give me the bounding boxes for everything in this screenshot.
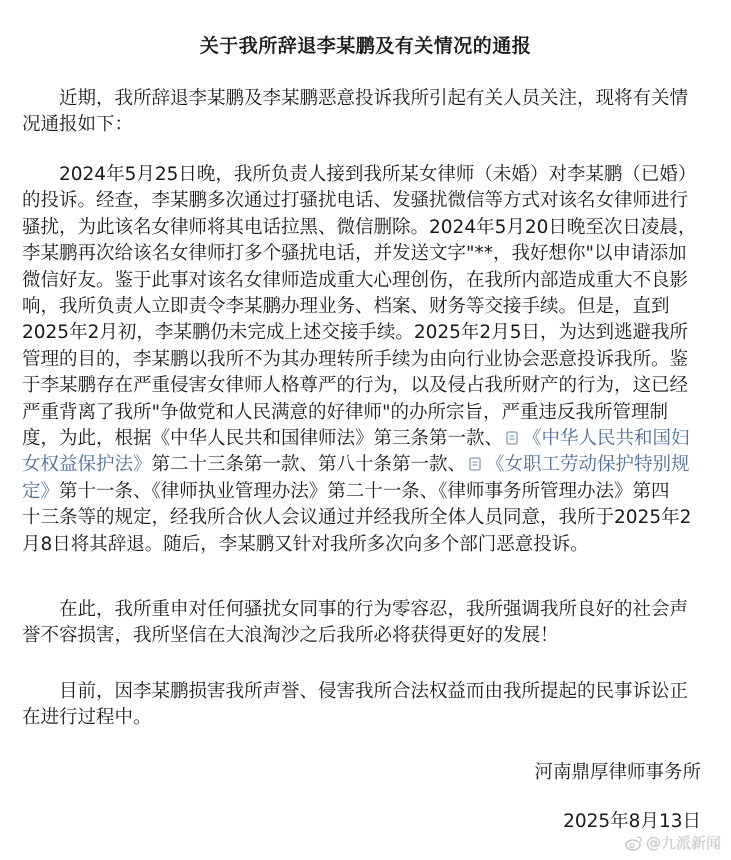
paragraph-statement <box>22 597 712 650</box>
text-line: 响，我所负责人立即责令李某鹏办理业务、档案、财务等交接手续。但是，直到 <box>22 296 670 318</box>
text-line: 的投诉。经查，李某鹏多次通过打骚扰电话、发骚扰微信等方式对该名女律师进行 <box>22 190 689 212</box>
law-link-female-labor[interactable]: 《女职工劳动保护特别规 <box>486 454 690 476</box>
notice-title: 关于我所辞退李某鹏及有关情况的通报 <box>199 35 532 57</box>
paragraph-lawsuit <box>22 679 712 732</box>
text-line <box>22 452 712 478</box>
text-segment: 第二十三条第一款、第八十条第一款、 <box>151 454 467 476</box>
text-line: 管理的目的，李某鹏以我所不为其办理转所手续为由向行业协会恶意投诉我所。鉴 <box>22 348 689 370</box>
text-line: 近期，我所辞退李某鹏及李某鹏恶意投诉我所引起有关人员关注，现将有关情 <box>22 88 689 109</box>
text-line <box>22 426 712 452</box>
text-line: 月8日将其辞退。随后，李某鹏又针对我所多次向多个部门恶意投诉。 <box>22 533 589 555</box>
text-line: 在进行过程中。 <box>22 707 152 729</box>
text-line: 誉不容损害，我所坚信在大浪淘沙之后我所必将获得更好的发展！ <box>22 625 559 647</box>
text-line: 于李某鹏存在严重侵害女律师人格尊严的行为，以及侵占我所财产的行为，这已经 <box>22 375 689 397</box>
text-line <box>22 479 712 505</box>
text-line: 在此，我所重申对任何骚扰女同事的行为零容忍，我所强调我所良好的社会声 <box>22 599 689 620</box>
document-link-icon <box>468 457 482 471</box>
paragraph-intro <box>22 86 712 139</box>
text-line: 十三条等的规定，经我所合伙人会议通过并经我所全体人员同意，我所于2025年2 <box>22 507 692 529</box>
text-segment: 第十一条、《律师执业管理办法》第二十一条、《律师事务所管理办法》第四 <box>59 480 670 502</box>
text-line: 2025年2月初，李某鹏仍未完成上述交接手续。2025年2月5日，为达到逃避我所 <box>22 322 688 344</box>
watermark-text: @九派新闻 <box>645 834 721 852</box>
watermark <box>625 832 721 853</box>
text-line: 2024年5月25日晚，我所负责人接到我所某女律师（未婚）对李某鹏（已婚） <box>22 164 697 185</box>
text-line: 微信好友。鉴于此事对该名女律师造成重大心理创伤，在我所内部造成重大不良影 <box>22 269 689 291</box>
law-link-women-rights-cont[interactable]: 女权益保护法》 <box>22 454 152 476</box>
text-line: 目前，因李某鹏损害我所声誉、侵害我所合法权益而由我所提起的民事诉讼正 <box>22 681 689 702</box>
law-link-female-labor-cont[interactable]: 定》 <box>22 480 60 502</box>
text-line: 李某鹏再次给该名女律师打多个骚扰电话，并发送文字"**，我好想你"以申请添加 <box>22 243 687 265</box>
text-line: 况通报如下： <box>22 114 134 136</box>
weibo-icon <box>625 835 643 851</box>
text-line: 骚扰，为此该名女律师将其电话拉黑、微信删除。2024年5月20日晚至次日凌晨， <box>22 216 697 238</box>
text-line: 严重背离了我所"争做党和人民满意的好律师"的办所宗旨，严重违反我所管理制 <box>22 401 669 423</box>
law-link-women-rights[interactable]: 《中华人民共和国妇 <box>523 428 690 450</box>
signature-org: 河南鼎厚律师事务所 <box>534 762 701 783</box>
text-segment: 度，为此，根据《中华人民共和国律师法》第三条第一款、 <box>22 428 504 450</box>
paragraph-facts <box>22 162 712 558</box>
signature-date: 2025年8月13日 <box>563 811 701 832</box>
document-link-icon <box>505 431 519 445</box>
